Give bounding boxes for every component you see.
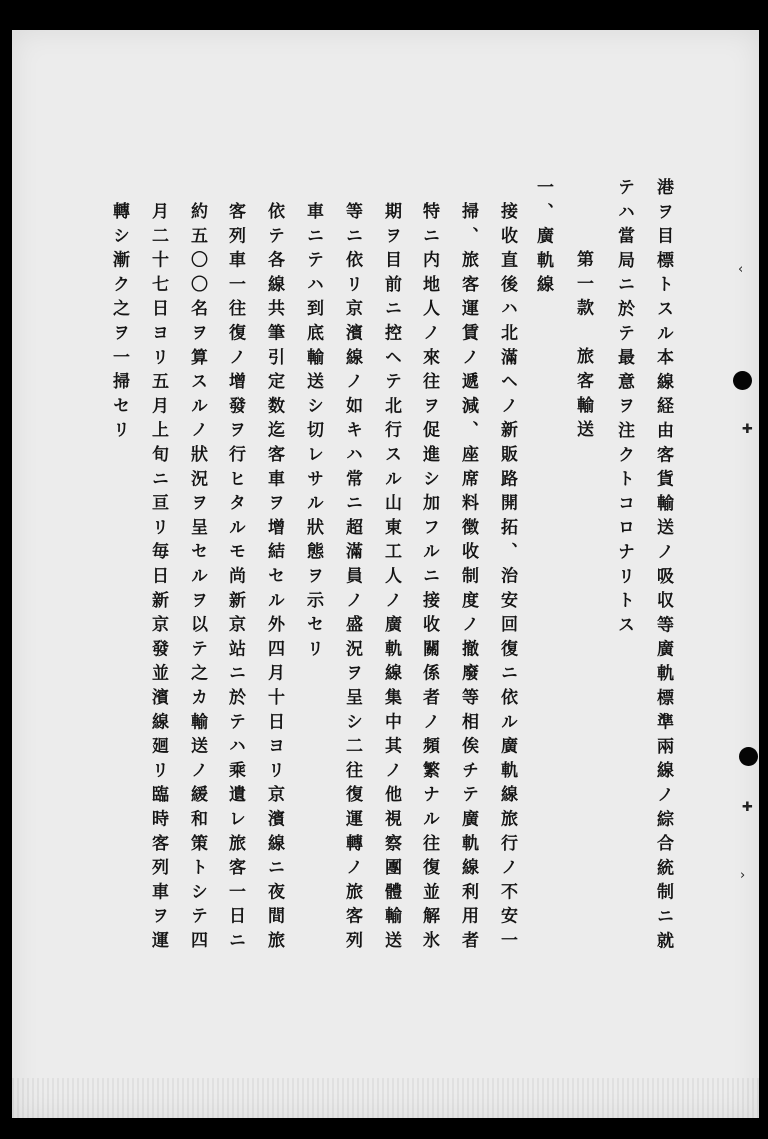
text-column: 車ニテハ到底輸送シ切レサル狀態ヲ示セリ [303,202,323,664]
text-column: テハ當局ニ於テ最意ヲ注クトコロナリトス [614,178,634,640]
text-column: 等ニ依リ京濱線ノ如キハ常ニ超滿員ノ盛況ヲ呈シ二往復運轉ノ旅客列 [342,202,362,956]
text-column: 特ニ内地人ノ來往ヲ促進シ加フルニ接收關係者ノ頻繁ナル往復並解氷 [419,202,439,956]
margin-mark: ✚ [742,422,753,437]
subsection-heading: 一、廣軌線 [533,178,553,300]
margin-mark: › [740,868,746,883]
section-heading: 第一款 旅客輸送 [573,250,593,445]
text-column: 轉シ漸ク之ヲ一掃セリ [109,202,129,445]
text-column: 港ヲ目標トスル本線経由客貨輸送ノ吸収等廣軌標準兩線ノ綜合統制ニ就 [653,178,673,956]
punch-hole [739,747,758,766]
document-page [12,30,759,1118]
scan-texture [12,1078,759,1118]
text-column: 依テ各線共筆引定数迄客車ヲ增結セル外四月十日ヨリ京濱線ニ夜間旅 [264,202,284,956]
text-column: 月二十七日ヨリ五月上旬ニ亘リ毎日新京發並濱線廻リ臨時客列車ヲ運 [148,202,168,956]
text-column: 約五〇〇名ヲ算スルノ狀況ヲ呈セルヲ以テ之カ輸送ノ緩和策トシテ四 [187,202,207,956]
text-column: 掃、旅客運賃ノ遞減、座席料徴收制度ノ撤廢等相俟チテ廣軌線利用者 [458,202,478,956]
margin-mark: ‹ [738,262,744,277]
text-column: 客列車一往復ノ增發ヲ行ヒタルモ尚新京站ニ於テハ乘遺レ旅客一日ニ [225,202,245,956]
margin-mark: ✚ [742,800,753,815]
text-column: 期ヲ目前ニ控ヘテ北行スル山東工人ノ廣軌線集中其ノ他視察團體輸送 [381,202,401,956]
text-column: 接收直後ハ北滿ヘノ新販路開拓、治安回復ニ依ル廣軌線旅行ノ不安一 [497,202,517,956]
punch-hole [733,371,752,390]
